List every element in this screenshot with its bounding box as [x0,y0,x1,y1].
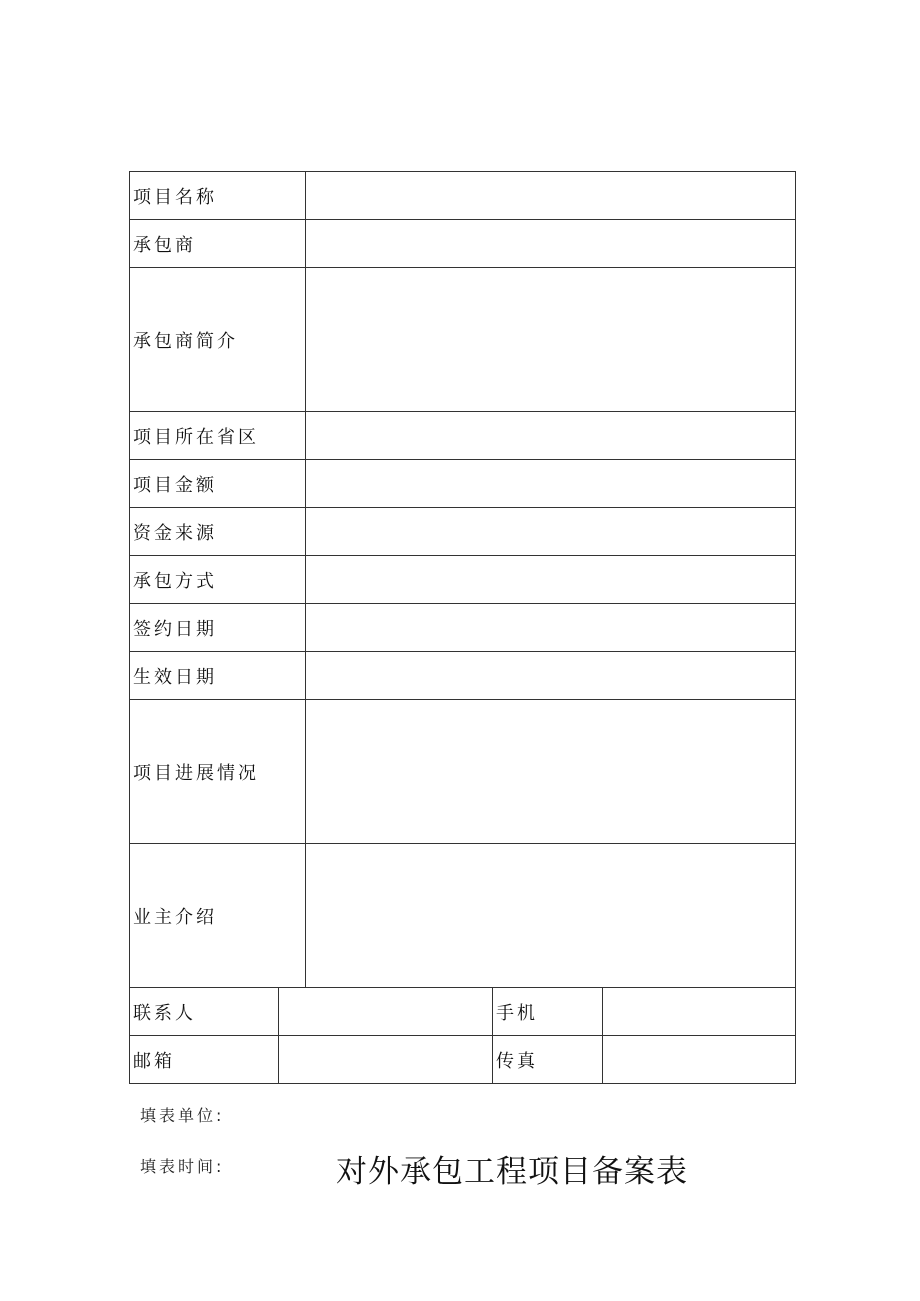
filling-time-label: 填表时间: [140,1157,225,1176]
row-project-province [130,412,796,460]
row-signing-date [130,604,796,652]
project-amount-field[interactable] [306,460,796,508]
contact-person-label: 联系人 [130,988,279,1036]
signing-date-label: 签约日期 [130,604,306,652]
row-project-progress [130,700,796,844]
contractor-profile-field[interactable] [306,268,796,412]
funding-source-label: 资金来源 [130,508,306,556]
project-name-field[interactable] [306,172,796,220]
filling-unit-label: 填表单位: [140,1106,225,1125]
contract-mode-field[interactable] [306,556,796,604]
mobile-field[interactable] [603,988,796,1036]
row-contract-mode [130,556,796,604]
project-amount-label: 项目金额 [130,460,306,508]
row-contractor [130,220,796,268]
project-province-label: 项目所在省区 [130,412,306,460]
row-project-amount [130,460,796,508]
signing-date-field[interactable] [306,604,796,652]
contact-person-field[interactable] [279,988,493,1036]
project-progress-field[interactable] [306,700,796,844]
project-progress-label: 项目进展情况 [130,700,306,844]
row-effective-date [130,652,796,700]
owner-intro-label: 业主介绍 [130,844,306,988]
row-owner-intro [130,844,796,988]
effective-date-label: 生效日期 [130,652,306,700]
fax-field[interactable] [603,1036,796,1084]
owner-intro-field[interactable] [306,844,796,988]
effective-date-field[interactable] [306,652,796,700]
contractor-field[interactable] [306,220,796,268]
row-contact-mobile [130,988,796,1036]
row-project-name [130,172,796,220]
project-province-field[interactable] [306,412,796,460]
contract-mode-label: 承包方式 [130,556,306,604]
row-contractor-profile [130,268,796,412]
contractor-label: 承包商 [130,220,306,268]
row-email-fax [130,1036,796,1084]
contractor-profile-label: 承包商简介 [130,268,306,412]
project-name-label: 项目名称 [130,172,306,220]
fax-label: 传真 [493,1036,603,1084]
document-title: 对外承包工程项目备案表 [336,1154,688,1190]
row-funding-source [130,508,796,556]
filing-form-table [129,171,796,1084]
email-label: 邮箱 [130,1036,279,1084]
email-field[interactable] [279,1036,493,1084]
mobile-label: 手机 [493,988,603,1036]
funding-source-field[interactable] [306,508,796,556]
